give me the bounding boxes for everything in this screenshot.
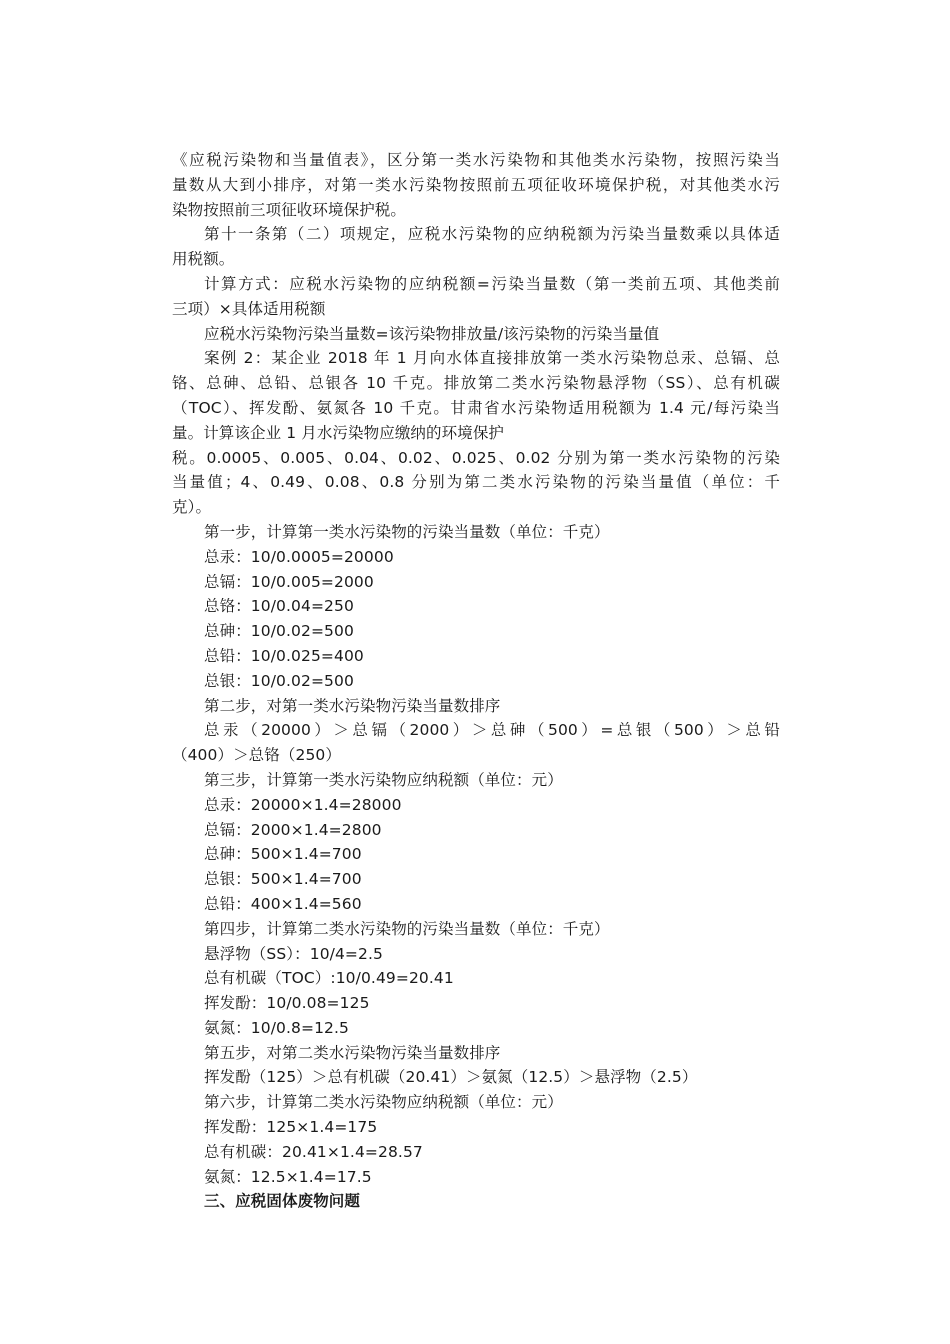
paragraph-case-2 — [172, 346, 780, 520]
text-line: 用税额。 — [172, 250, 235, 269]
calc-line: 总银：500×1.4=700 — [204, 870, 362, 889]
calc-line: 总砷：10/0.02=500 — [204, 622, 354, 641]
calc-line: 总有机碳（TOC）:10/0.49=20.41 — [204, 969, 454, 988]
text-line: 计算方式：应税水污染物的应纳税额=污染当量数（第一类前五项、其他类前 — [204, 274, 780, 293]
text-line: （400）＞总铬（250） — [172, 746, 341, 765]
text-line: （TOC）、挥发酚、氨氮各 10 千克。甘肃省水污染物适用税额为 1.4 元/每污染当 — [172, 398, 780, 417]
document-page — [172, 148, 780, 1214]
text-line: 染物按照前三项征收环境保护税。 — [172, 200, 407, 219]
calc-line: 总铅：400×1.4=560 — [204, 894, 362, 913]
step-title: 第一步，计算第一类水污染物的污染当量数（单位：千克） — [204, 522, 610, 541]
ranking-first-class — [172, 718, 780, 768]
calc-line: 挥发酚（125）＞总有机碳（20.41）＞氨氮（12.5）＞悬浮物（2.5） — [204, 1068, 698, 1087]
text-line: 三项）×具体适用税额 — [172, 299, 326, 318]
text-line: 量数从大到小排序，对第一类水污染物按照前五项征收环境保护税，对其他类水污 — [172, 175, 780, 194]
calculation-steps-2 — [172, 768, 780, 1190]
calc-line: 总汞：10/0.0005=20000 — [204, 547, 394, 566]
step-title: 第二步，对第一类水污染物污染当量数排序 — [204, 696, 501, 715]
text-line: 克）。 — [172, 498, 212, 517]
calc-line: 挥发酚：125×1.4=175 — [204, 1118, 378, 1137]
calc-line: 总铅：10/0.025=400 — [204, 646, 364, 665]
text-line: 总汞（20000）＞总镉（2000）＞总砷（500）=总银（500）＞总铅 — [204, 721, 780, 740]
text-line: 第十一条第（二）项规定，应税水污染物的应纳税额为污染当量数乘以具体适 — [204, 225, 780, 244]
calc-line: 悬浮物（SS）：10/4=2.5 — [204, 944, 383, 963]
calculation-steps-1 — [172, 520, 780, 718]
text-line: 案例 2：某企业 2018 年 1 月向水体直接排放第一类水污染物总汞、总镉、总 — [204, 349, 780, 368]
calc-line: 总镉：10/0.005=2000 — [204, 572, 374, 591]
calc-line: 总汞：20000×1.4=28000 — [204, 795, 402, 814]
step-title: 第五步，对第二类水污染物污染当量数排序 — [204, 1043, 501, 1062]
calc-line: 总铬：10/0.04=250 — [204, 597, 354, 616]
text-line: 当量值；4、0.49、0.08、0.8 分别为第二类水污染物的污染当量值（单位：千 — [172, 473, 780, 492]
paragraph-equivalent-formula — [172, 322, 780, 347]
step-title: 第四步，计算第二类水污染物的污染当量数（单位：千克） — [204, 919, 610, 938]
step-title: 第三步，计算第一类水污染物应纳税额（单位：元） — [204, 770, 563, 789]
calc-line: 氨氮：10/0.8=12.5 — [204, 1018, 349, 1037]
calc-line: 总银：10/0.02=500 — [204, 671, 354, 690]
calc-line: 总砷：500×1.4=700 — [204, 845, 362, 864]
text-line: 铬、总砷、总铅、总银各 10 千克。排放第二类水污染物悬浮物（SS）、总有机碳 — [172, 374, 780, 393]
calc-line: 氨氮：12.5×1.4=17.5 — [204, 1167, 372, 1186]
text-line: 应税水污染物污染当量数=该污染物排放量/该污染物的污染当量值 — [204, 324, 660, 343]
paragraph-article-11 — [172, 222, 780, 272]
text-line: 税。0.0005、0.005、0.04、0.02、0.025、0.02 分别为第一类水污染物的污染 — [172, 448, 780, 467]
section-heading: 三、应税固体废物问题 — [204, 1192, 361, 1211]
paragraph-classification — [172, 148, 780, 222]
step-title: 第六步，计算第二类水污染物应纳税额（单位：元） — [204, 1093, 563, 1112]
text-line: 《应税污染物和当量值表》，区分第一类水污染物和其他类水污染物，按照污染当 — [172, 151, 780, 169]
calc-line: 总镉：2000×1.4=2800 — [204, 820, 382, 839]
calc-line: 挥发酚：10/0.08=125 — [204, 994, 370, 1013]
paragraph-formula — [172, 272, 780, 322]
text-line: 量。计算该企业 1 月水污染物应缴纳的环境保护 — [172, 423, 505, 442]
calc-line: 总有机碳：20.41×1.4=28.57 — [204, 1142, 423, 1161]
